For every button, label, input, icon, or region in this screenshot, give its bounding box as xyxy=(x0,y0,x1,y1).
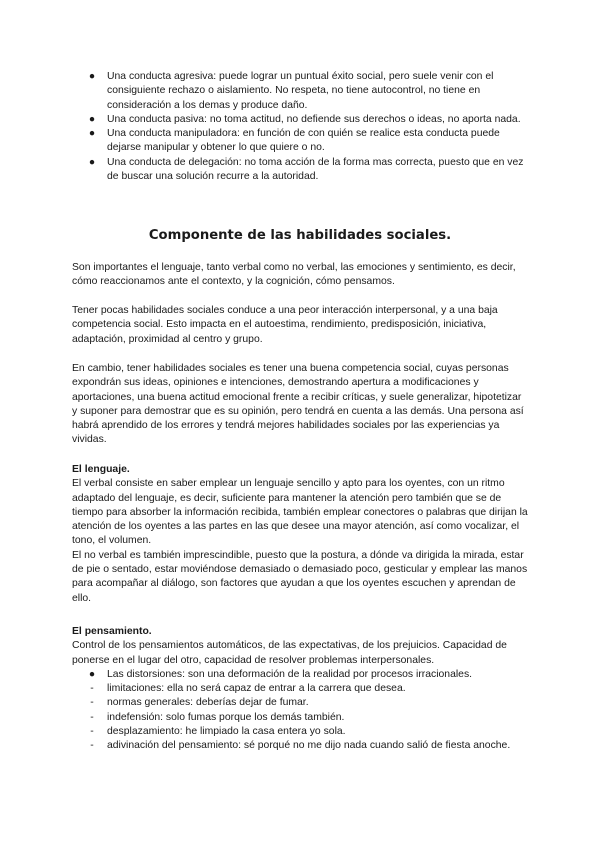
bullet-icon: ● xyxy=(88,113,96,125)
bullet-icon: ● xyxy=(88,668,96,680)
paragraph: Tener pocas habilidades sociales conduce a una peor interacción interpersonal, y a una baja competencia social. Esto impacta en el autoestima, rendimiento, predisposición, iniciativa, adaptación, proximidad al centro y grupo. xyxy=(72,305,498,345)
bullet-icon: ● xyxy=(88,71,96,82)
subsection-title: El pensamiento. xyxy=(72,626,152,637)
dash-icon: - xyxy=(90,683,94,695)
paragraph: El verbal consiste en saber emplear un lenguaje sencillo y apto para los oyentes, con un ritmo adaptado del lenguaje, es decir, suficiente para mantener la atención pero también que se de tiempo para absorber la información recibida, también emplear conectores o palabras que dirijan la atención de los oyentes a las partes en las que desee una mayor atención, así como vocalizar, el tono, el volumen. xyxy=(72,478,528,547)
dash-icon: - xyxy=(90,726,94,738)
dash-icon: - xyxy=(90,697,94,709)
dash-icon: - xyxy=(90,711,94,723)
pensamiento-section xyxy=(72,625,528,754)
list-item: ● Una conducta de delegación: no toma acción de la forma mas correcta, puesto que en vez de buscar una solución recurre a la autoridad. xyxy=(72,156,528,185)
bullet-icon: ● xyxy=(88,156,96,168)
list-item: ● Una conducta manipuladora: en función de con quién se realice esta conducta puede dejarse manipular y obtener lo que quiere o no. xyxy=(72,127,528,156)
bullet-icon: ● xyxy=(88,128,96,140)
paragraph: Son importantes el lenguaje, tanto verbal como no verbal, las emociones y sentimiento, es decir, cómo reaccionamos ante el contexto, y la cognición, cómo pensamos. xyxy=(72,262,516,288)
distortion-list xyxy=(72,668,528,754)
list-item: ● Una conducta agresiva: puede lograr un puntual éxito social, pero suele venir con el consiguiente rechazo o aislamiento. No respeta, no tiene autocontrol, no tiene en consideración a los demas y produce daño. xyxy=(72,70,528,113)
lenguaje-section xyxy=(72,463,528,606)
list-item: ● Las distorsiones: son una deformación de la realidad por procesos irracionales. xyxy=(72,668,528,682)
conduct-list xyxy=(72,70,528,184)
paragraph: En cambio, tener habilidades sociales es tener una buena competencia social, cuyas personas expondrán sus ideas, opiniones e intenciones, demostrando apertura a modificaciones y aportaciones, una buena actitud emocional frente a recibir críticas, y suele generalizar, hipotetizar y suponer para demostrar que es su opinión, pero tendrá en cuenta a las demás. Una persona así habrá aprendido de los errores y tendrá mejores habilidades sociales por las experiencias ya vividas. xyxy=(72,363,524,446)
list-item: - limitaciones: ella no será capaz de entrar a la carrera que desea. xyxy=(72,682,528,696)
section-title: Componente de las habilidades sociales. xyxy=(148,228,452,243)
list-item: ● Una conducta pasiva: no toma actitud, no defiende sus derechos o ideas, no aporta nada. xyxy=(72,113,528,127)
paragraph: El no verbal es también imprescindible, puesto que la postura, a dónde va dirigida la mirada, estar de pie o sentado, estar moviéndose demasiado o demasiado poco, gesticular y emplear las manos para acompañar al diálogo, son factores que ayudan a que los oyentes escuchen y aprendan de ello. xyxy=(72,549,528,604)
dash-icon: - xyxy=(90,740,94,752)
paragraph: Control de los pensamientos automáticos, de las expectativas, de los prejuicios. Capacidad de ponerse en el lugar del otro, capacidad de resolver problemas interpersonales. xyxy=(72,640,507,666)
list-item: - indefensión: solo fumas porque los demás también. xyxy=(72,711,528,725)
list-item: - adivinación del pensamiento: sé porqué no me dijo nada cuando salió de fiesta anoche. xyxy=(72,739,528,753)
list-item: - desplazamiento: he limpiado la casa entera yo sola. xyxy=(72,725,528,739)
subsection-title: El lenguaje. xyxy=(72,464,130,475)
list-item: - normas generales: deberías dejar de fumar. xyxy=(72,696,528,710)
